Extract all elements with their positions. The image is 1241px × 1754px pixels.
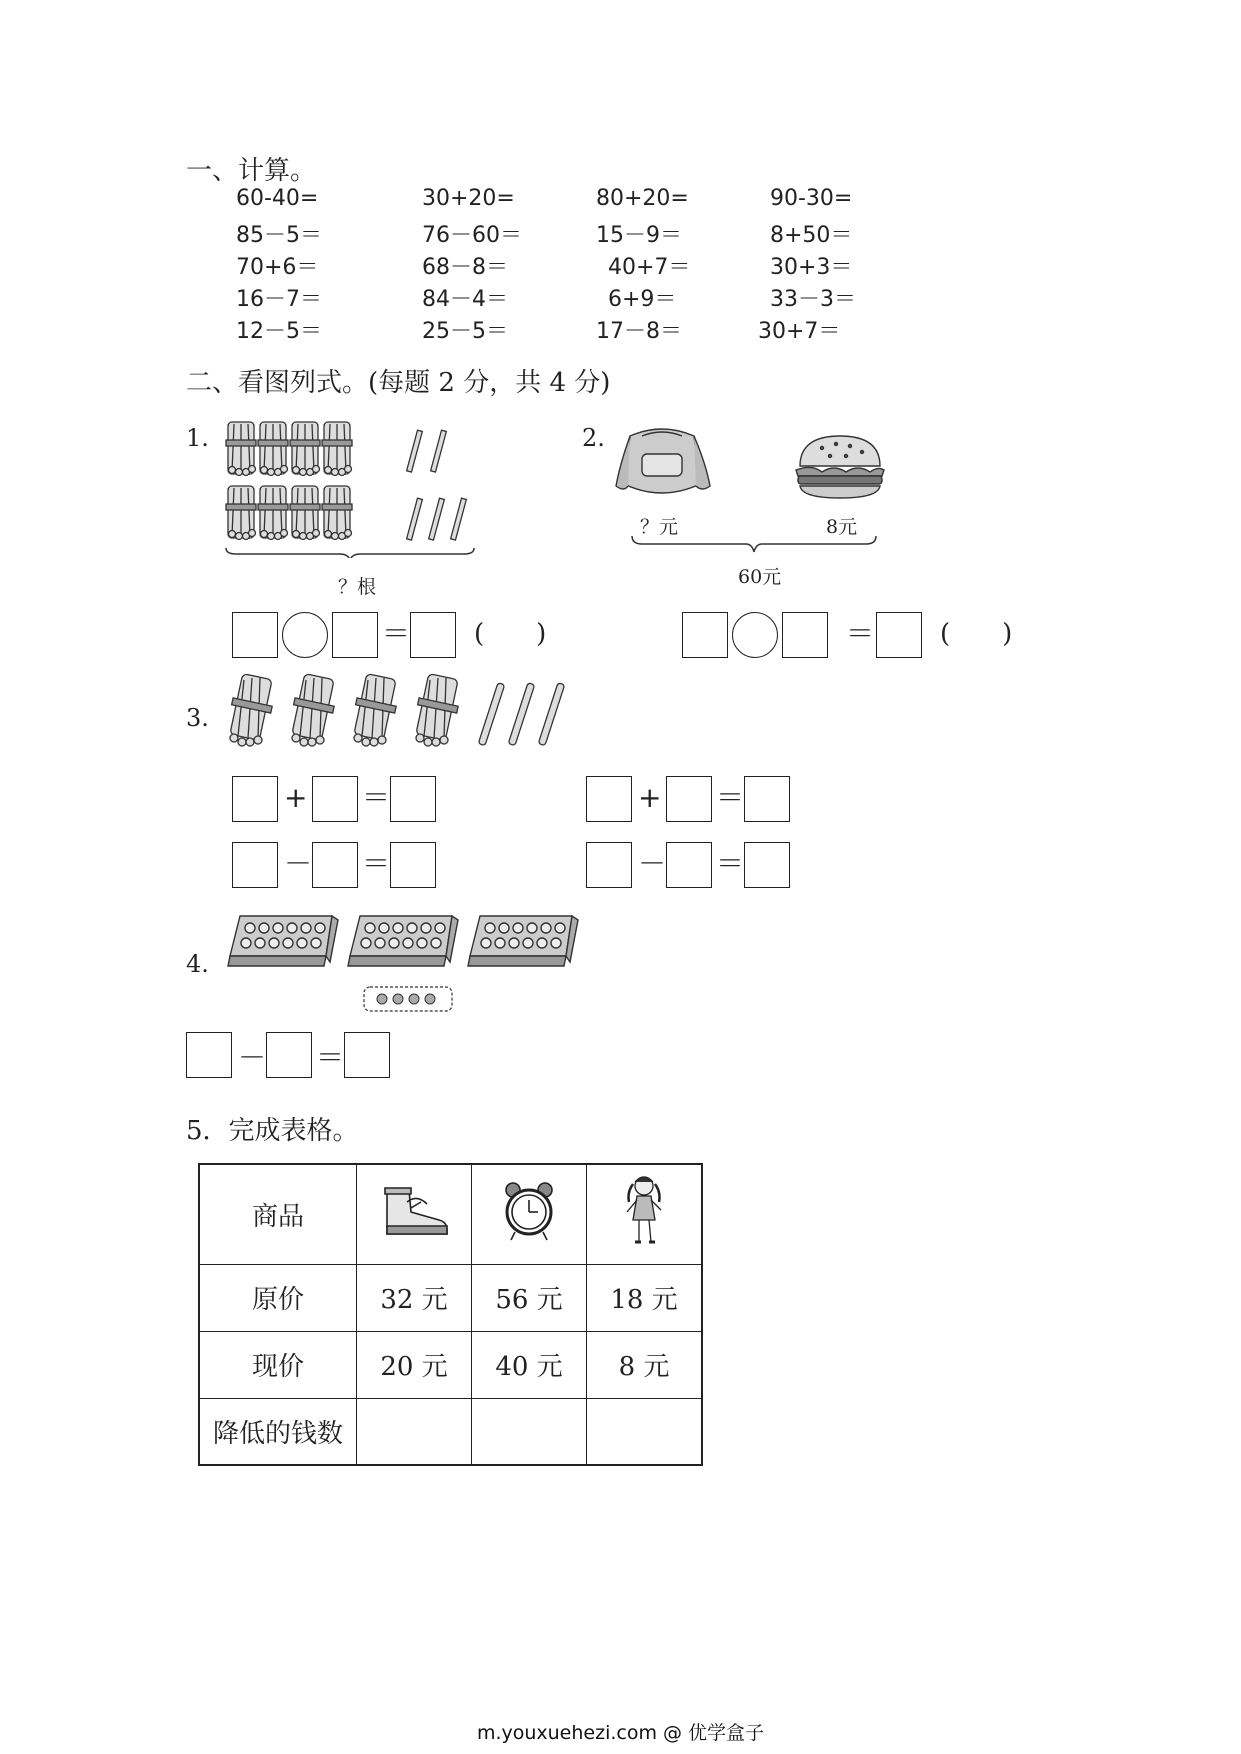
section1-title: 一、计算。: [186, 156, 317, 186]
minus-sign: －: [238, 1041, 267, 1074]
price-cell: 56 元: [472, 1264, 587, 1331]
section5-title: 5．完成表格。: [186, 1116, 359, 1146]
answer-box[interactable]: [744, 842, 790, 888]
calc-item: 80+20=: [596, 186, 689, 211]
calc-item: 70+6＝: [236, 255, 319, 280]
calc-item: 85－5＝: [236, 223, 322, 248]
equals-sign: ＝: [382, 617, 411, 650]
q2-total-label: 60元: [738, 566, 782, 588]
q2-number: 2.: [582, 424, 605, 452]
equals-sign: ＝: [846, 617, 875, 650]
calc-item: 30+20=: [422, 186, 515, 211]
row-label: 现价: [199, 1331, 357, 1398]
minus-sign: －: [638, 847, 667, 880]
equals-sign: ＝: [716, 847, 745, 880]
shoe-icon: [377, 1182, 451, 1240]
q4-number: 4.: [186, 950, 209, 978]
equals-sign: ＝: [316, 1041, 345, 1074]
answer-box[interactable]: [682, 612, 728, 658]
answer-box[interactable]: [390, 776, 436, 822]
operator-circle[interactable]: [732, 612, 778, 658]
row-label: 原价: [199, 1264, 357, 1331]
operator-circle[interactable]: [282, 612, 328, 658]
plus-sign: +: [284, 781, 308, 814]
price-cell: 18 元: [587, 1264, 703, 1331]
calc-item: 33－3＝: [770, 287, 856, 312]
egg-trays-picture: [226, 910, 586, 982]
answer-box[interactable]: [390, 842, 436, 888]
row-label: 降低的钱数: [199, 1398, 357, 1465]
calc-item: 12－5＝: [236, 319, 322, 344]
q3-number: 3.: [186, 704, 209, 732]
equals-sign: ＝: [362, 781, 391, 814]
unit-parentheses[interactable]: ( ): [940, 619, 1013, 649]
doll-cell: [587, 1164, 703, 1264]
shoe-cell: [357, 1164, 472, 1264]
section2-title: 二、看图列式。(每题 2 分，共 4 分): [186, 368, 611, 398]
answer-box[interactable]: [782, 612, 828, 658]
answer-box[interactable]: [666, 776, 712, 822]
answer-box[interactable]: [232, 842, 278, 888]
calc-item: 68－8＝: [422, 255, 508, 280]
answer-box[interactable]: [586, 776, 632, 822]
doll-icon: [619, 1172, 669, 1250]
calc-item: 16－7＝: [236, 287, 322, 312]
answer-cell[interactable]: [472, 1398, 587, 1465]
price-cell: 40 元: [472, 1331, 587, 1398]
q2-right-label: 8元: [826, 516, 858, 538]
answer-box[interactable]: [744, 776, 790, 822]
q2-left-label: ？元: [640, 516, 679, 538]
answer-box[interactable]: [312, 776, 358, 822]
plus-sign: +: [638, 781, 662, 814]
price-cell: 20 元: [357, 1331, 472, 1398]
answer-box[interactable]: [186, 1032, 232, 1078]
answer-box[interactable]: [232, 776, 278, 822]
stick-bundles-picture: [222, 418, 482, 558]
answer-box[interactable]: [312, 842, 358, 888]
q1-caption: ？根: [338, 576, 377, 598]
stick-bundles-picture: [226, 672, 576, 754]
answer-cell[interactable]: [357, 1398, 472, 1465]
calc-item: 6+9＝: [608, 287, 677, 312]
calc-item: 76－60＝: [422, 223, 522, 248]
answer-box[interactable]: [344, 1032, 390, 1078]
footer-watermark: m.youxuehezi.com @ 优学盒子: [476, 1722, 765, 1744]
unit-parentheses[interactable]: ( ): [474, 619, 547, 649]
answer-box[interactable]: [666, 842, 712, 888]
calc-item: 17－8＝: [596, 319, 682, 344]
calc-item: 8+50＝: [770, 223, 853, 248]
answer-box[interactable]: [232, 612, 278, 658]
table-header-label: 商品: [199, 1164, 357, 1264]
calc-item: 30+3＝: [770, 255, 853, 280]
q1-number: 1.: [186, 424, 209, 452]
hamburger-picture: [792, 432, 888, 504]
calc-item: 25－5＝: [422, 319, 508, 344]
answer-box[interactable]: [586, 842, 632, 888]
equals-sign: ＝: [716, 781, 745, 814]
answer-box[interactable]: [266, 1032, 312, 1078]
price-cell: 8 元: [587, 1331, 703, 1398]
q2-brace: [630, 534, 880, 558]
calc-item: 40+7＝: [608, 255, 691, 280]
answer-box[interactable]: [410, 612, 456, 658]
backpack-picture: [612, 424, 712, 506]
loose-eggs-picture: [362, 984, 456, 1014]
price-table: [198, 1163, 703, 1466]
answer-box[interactable]: [332, 612, 378, 658]
calc-item: 90-30=: [770, 186, 853, 211]
equals-sign: ＝: [362, 847, 391, 880]
alarm-clock-icon: [501, 1180, 557, 1242]
answer-cell[interactable]: [587, 1398, 703, 1465]
alarm-clock-cell: [472, 1164, 587, 1264]
price-cell: 32 元: [357, 1264, 472, 1331]
calc-item: 60-40=: [236, 186, 319, 211]
answer-box[interactable]: [876, 612, 922, 658]
calc-item: 84－4＝: [422, 287, 508, 312]
calc-item: 30+7＝: [758, 319, 841, 344]
minus-sign: －: [284, 847, 313, 880]
calc-item: 15－9＝: [596, 223, 682, 248]
